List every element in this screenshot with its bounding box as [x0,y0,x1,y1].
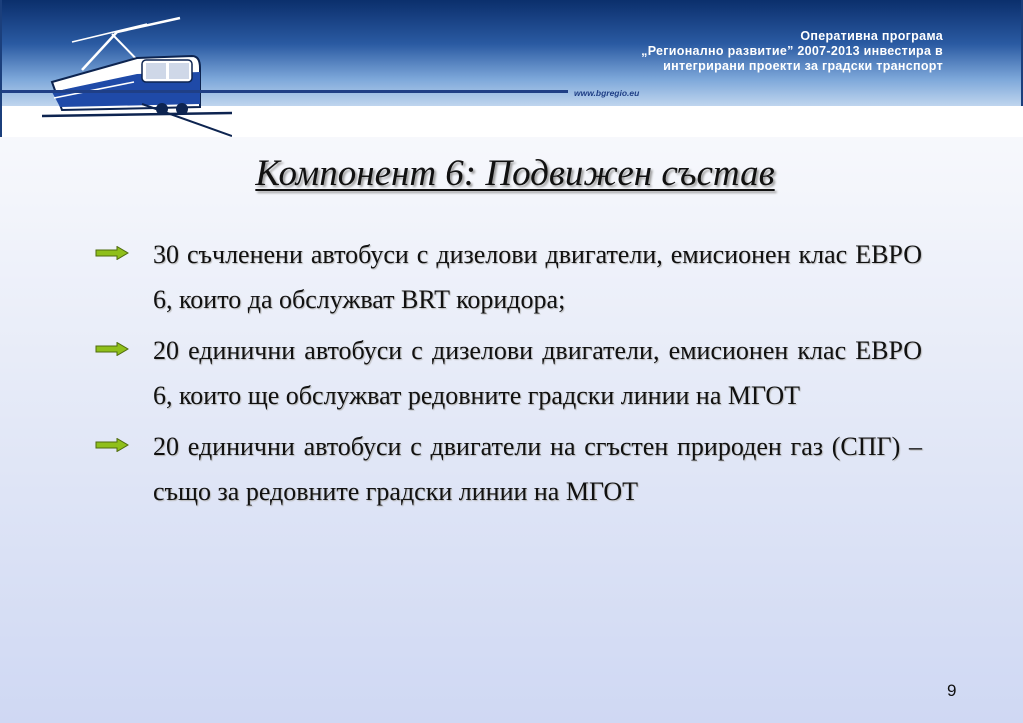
bullet-text: 30 съчленени автобуси с дизелови двигатели, емисионен клас ЕВРО 6, които да обслужват BRT коридора; [153,240,922,314]
header-banner [0,0,1023,137]
website-link[interactable]: www.bgregio.eu [574,88,640,98]
bullet-text: 20 единични автобуси с двигатели на сгъстен природен газ (СПГ) – също за редовните градски линии на МГОТ [153,432,922,506]
bullet-item [95,233,922,322]
arrow-right-icon [95,342,129,356]
arrow-right-icon [95,438,129,452]
arrow-right-icon [95,246,129,260]
header-line-1: Оперативна програма [800,29,943,43]
header-divider [2,90,568,93]
bullet-list [95,233,922,521]
bullet-item [95,329,922,418]
slide-title: Компонент 6: Подвижен състав [255,153,775,194]
tram-logo-icon [42,12,232,137]
page-number: 9 [947,681,957,700]
header-program-text [641,29,943,74]
header-line-2: „Регионално развитие” 2007-2013 инвестира в [641,44,943,58]
bullet-text: 20 единични автобуси с дизелови двигатели, емисионен клас ЕВРО 6, които ще обслужват редовните градски линии на МГОТ [153,336,922,410]
header-line-3: интегрирани проекти за градски транспорт [663,59,943,73]
bullet-item [95,425,922,514]
